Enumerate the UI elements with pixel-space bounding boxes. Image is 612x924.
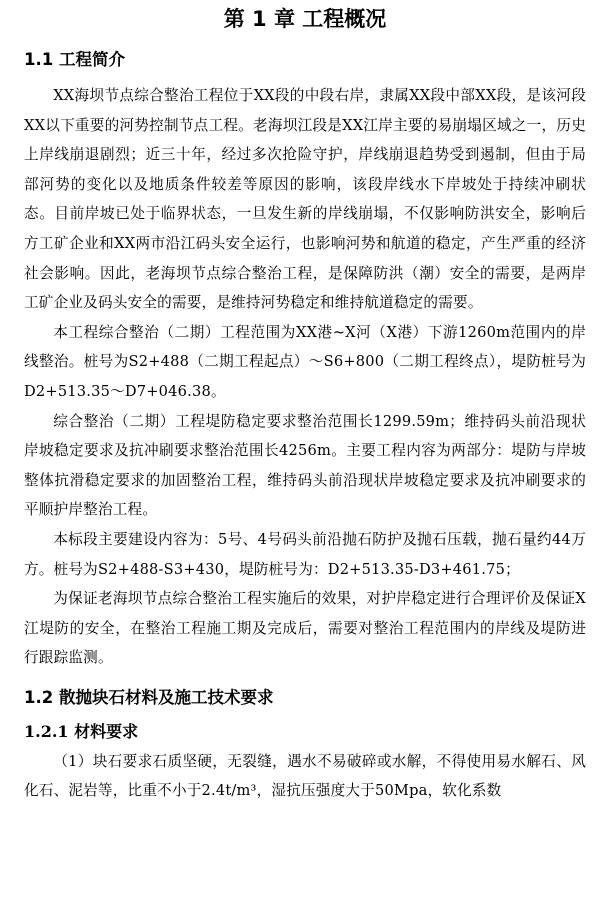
paragraph: 为保证老海坝节点综合整治工程实施后的效果，对护岸稳定进行合理评价及保证X江堤防的安全，在整治工程施工期及完成后，需要对整治工程范围内的岸线及堤防进行跟踪监测。: [24, 590, 586, 667]
paragraph: XX海坝节点综合整治工程位于XX段的中段右岸，隶属XX段中部XX段，是该河段XX以下重要的河势控制节点工程。老海坝江段是XX江岸主要的易崩塌区域之一，历史上岸线崩退剧烈；近三十年，经过多次抢险守护，岸线崩退趋势受到遏制，但由于局部河势的变化以及地质条件较差等原因的影响，该段岸线水下岸坡处于持续冲刷状态。目前岸坡已处于临界状态，一旦发生新的岸线崩塌，不仅影响防洪安全，影响后方工矿企业和XX两市沿江码头安全运行，也影响河势和航道的稳定，产生严重的经济社会影响。因此，老海坝节点综合整治工程，是保障防洪（潮）安全的需要，是两岸工矿企业及码头安全的需要，是维持河势稳定和维持航道稳定的需要。: [24, 87, 586, 312]
paragraph: 本工程综合整治（二期）工程范围为XX港~X河（X港）下游1260m范围内的岸线整治。桩号为S2+488（二期工程起点）～S6+800（二期工程终点），堤防桩号为D2+513.35～D7+046.38。: [24, 323, 586, 400]
section-heading-1-1: 1.1 工程简介: [24, 50, 125, 69]
paragraph: 本标段主要建设内容为：5号、4号码头前沿抛石防护及抛石压载，抛石量约44万方。桩号为S2+488-S3+430，堤防桩号为：D2+513.35-D3+461.75；: [24, 530, 586, 578]
subsection-heading-1-2-1: 1.2.1 材料要求: [24, 721, 139, 741]
section-1-1-body: [24, 81, 586, 673]
paragraph: （1）块石要求石质坚硬，无裂缝，遇水不易破碎或水解，不得使用易水解石、风化石、泥岩等，比重不小于2.4t/m³，湿抗压强度大于50Mpa，软化系数: [24, 752, 586, 800]
chapter-title: 第 1 章 工程概况: [223, 7, 387, 31]
paragraph: 综合整治（二期）工程堤防稳定要求整治范围长1299.59m；维持码头前沿现状岸坡稳定要求及抗冲刷要求整治范围长4256m。主要工程内容为两部分：堤防与岸坡整体抗滑稳定要求的加固整治工程，维持码头前沿现状岸坡稳定要求及抗冲刷要求的平顺护岸整治工程。: [24, 412, 586, 519]
section-1-2-body: [24, 747, 586, 806]
section-heading-1-2: 1.2 散抛块石材料及施工技术要求: [24, 687, 274, 707]
